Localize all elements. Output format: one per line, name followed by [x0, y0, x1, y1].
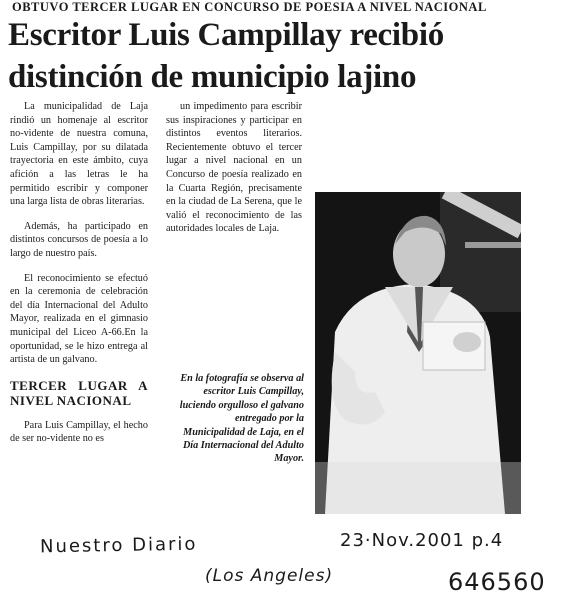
article-column-2: [166, 100, 302, 247]
photo-caption: En la fotografía se observa al escritor Luis Campillay, luciendo orgulloso el galvano entregado por la Municipalidad de Laja, en el Día Internacional del Adulto Mayor.: [179, 373, 304, 465]
photo-illustration: [315, 192, 521, 514]
paragraph: un impedimento para escribir sus inspiraciones y participar en distintos eventos literarios. Recientemente obtuvo el tercer lugar a nivel nacional en un Concurso de poesía realizado en la Cuarta Región, precisamente en la ciudad de La Serena, que le valió el reconocimiento de las autoridades locales de Laja.: [166, 101, 302, 235]
paragraph: El reconocimiento se efectuó en la ceremonia de celebración del día Internacional del Adulto Mayor, realizada en el gimnasio municipal del Liceo A-66.En la oportunidad, se le hizo entrega al artista de un galvano.: [10, 272, 148, 366]
article-photo: [315, 192, 521, 514]
handwritten-number: 646560: [448, 568, 546, 596]
handwritten-date: 23·Nov.2001 p.4: [340, 530, 504, 551]
subheading: TERCER LUGAR A NIVEL NACIONAL: [10, 377, 148, 408]
paragraph: La municipalidad de Laja rindió un homenaje al escritor no-vidente de nuestra comuna, Luis Campillay, por su dilatada trayectoria en este ámbito, cuya afición a las letras le ha permitido escribir y componer una larga lista de obras literarias.: [10, 101, 148, 208]
headline-line-1: Escritor Luis Campillay recibió: [8, 17, 444, 53]
article-headline: [8, 14, 574, 98]
article-column-1: [10, 100, 148, 457]
handwritten-source: Nuestro Diario: [39, 533, 198, 558]
headline-line-2: distinción de municipio lajino: [8, 59, 417, 95]
handwritten-city: (Los Angeles): [205, 566, 334, 586]
paragraph: Además, ha participado en distintos concursos de poesía a lo largo de nuestro país.: [10, 220, 148, 259]
paragraph: Para Luis Campillay, el hecho de ser no-vidente no es: [10, 419, 148, 445]
article-kicker: OBTUVO TERCER LUGAR EN CONCURSO DE POESIA A NIVEL NACIONAL: [12, 0, 487, 14]
